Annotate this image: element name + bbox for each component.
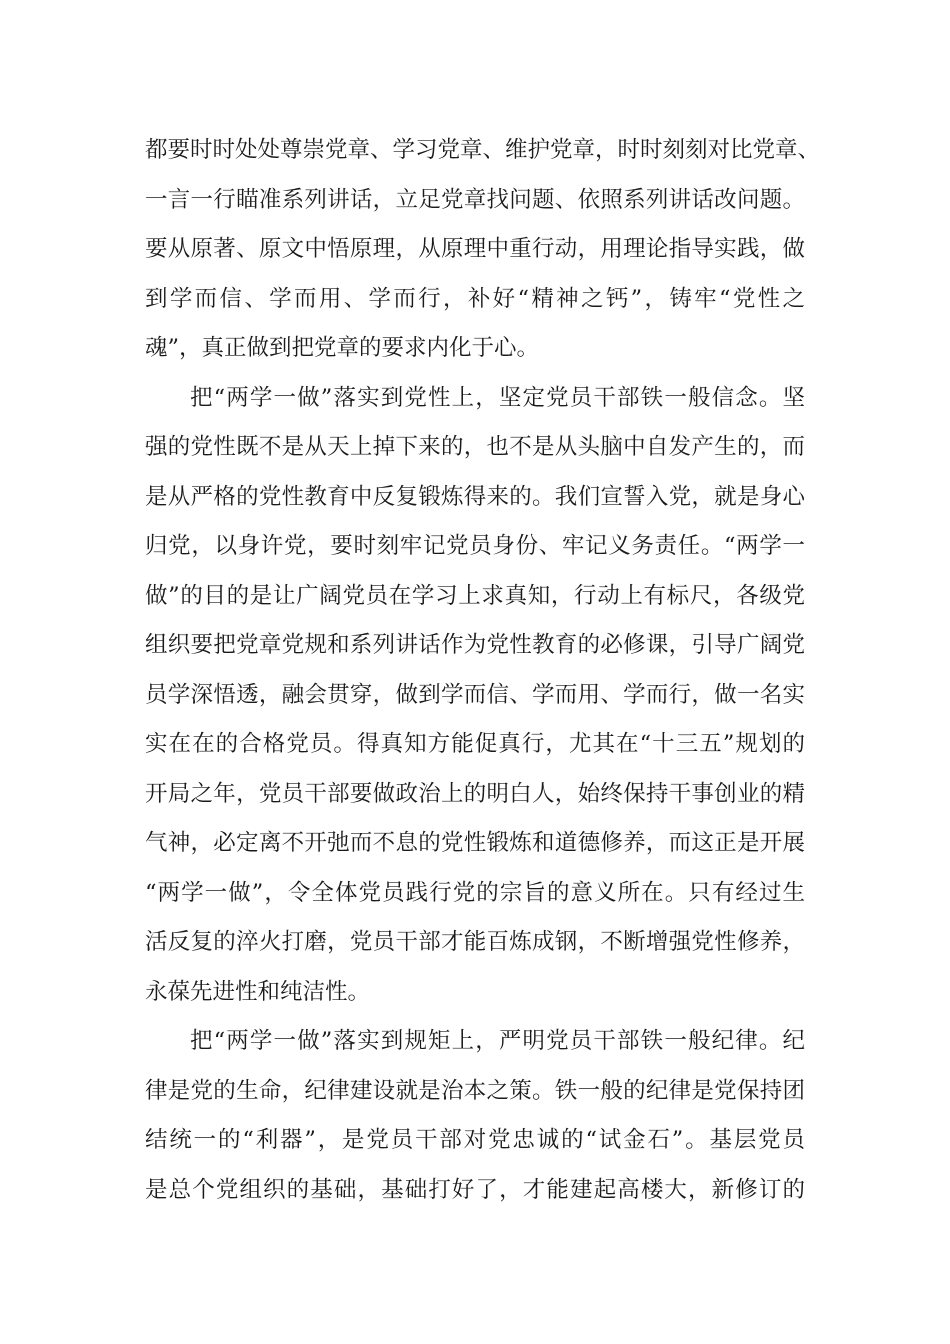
paragraph-1: [145, 126, 821, 374]
text-line: 组织要把党章党规和系列讲话作为党性教育的必修课，引导广阔党: [145, 632, 805, 658]
text-line: 归党，以身许党，要时刻牢记党员身份、牢记义务责任。“两学一: [145, 533, 805, 559]
text-line: 员学深悟透，融会贯穿，做到学而信、学而用、学而行，做一名实: [145, 681, 805, 708]
paragraph-2: [145, 374, 805, 1018]
text-line: 气神，必定离不开弛而不息的党性锻炼和道德修养，而这正是开展: [145, 830, 805, 856]
text-line: 永葆先进性和纯洁性。: [145, 978, 371, 1005]
text-line: 到学而信、学而用、学而行，补好“精神之钙”，铸牢“党性之: [145, 285, 805, 312]
text-line: 魂”，真正做到把党章的要求内化于心。: [145, 335, 540, 361]
text-line: 都要时时处处尊崇党章、学习党章、维护党章，时时刻刻对比党章、: [145, 137, 821, 163]
text-line: 做”的目的是让广阔党员在学习上求真知，行动上有标尺，各级党: [145, 582, 805, 609]
text-line: 开局之年，党员干部要做政治上的明白人，始终保持干事创业的精: [145, 780, 805, 807]
paragraph-3: [145, 1017, 805, 1215]
text-line: 一言一行瞄准系列讲话，立足党章找问题、依照系列讲话改问题。: [145, 186, 805, 213]
text-line: 活反复的淬火打磨，党员干部才能百炼成钢，不断增强党性修养，: [145, 929, 805, 955]
text-line: 实在在的合格党员。得真知方能促真行，尤其在“十三五”规划的: [145, 731, 805, 757]
text-line: “两学一做”，令全体党员践行党的宗旨的意义所在。只有经过生: [145, 879, 805, 906]
text-line: 是总个党组织的基础，基础打好了，才能建起高楼大，新修订的: [145, 1176, 805, 1203]
document-body: [145, 126, 821, 1215]
text-line: 把“两学一做”落实到规矩上，严明党员干部铁一般纪律。纪: [190, 1028, 805, 1054]
text-line: 是从严格的党性教育中反复锻炼得来的。我们宣誓入党，就是身心: [145, 483, 805, 510]
text-line: 强的党性既不是从天上掉下来的，也不是从头脑中自发产生的，而: [145, 434, 805, 460]
text-line: 把“两学一做”落实到党性上，坚定党员干部铁一般信念。坚: [190, 384, 805, 411]
text-line: 要从原著、原文中悟原理，从原理中重行动，用理论指导实践，做: [145, 236, 805, 262]
text-line: 结统一的“利器”，是党员干部对党忠诚的“试金石”。基层党员: [145, 1127, 805, 1153]
text-line: 律是党的生命，纪律建设就是治本之策。铁一般的纪律是党保持团: [145, 1077, 805, 1104]
